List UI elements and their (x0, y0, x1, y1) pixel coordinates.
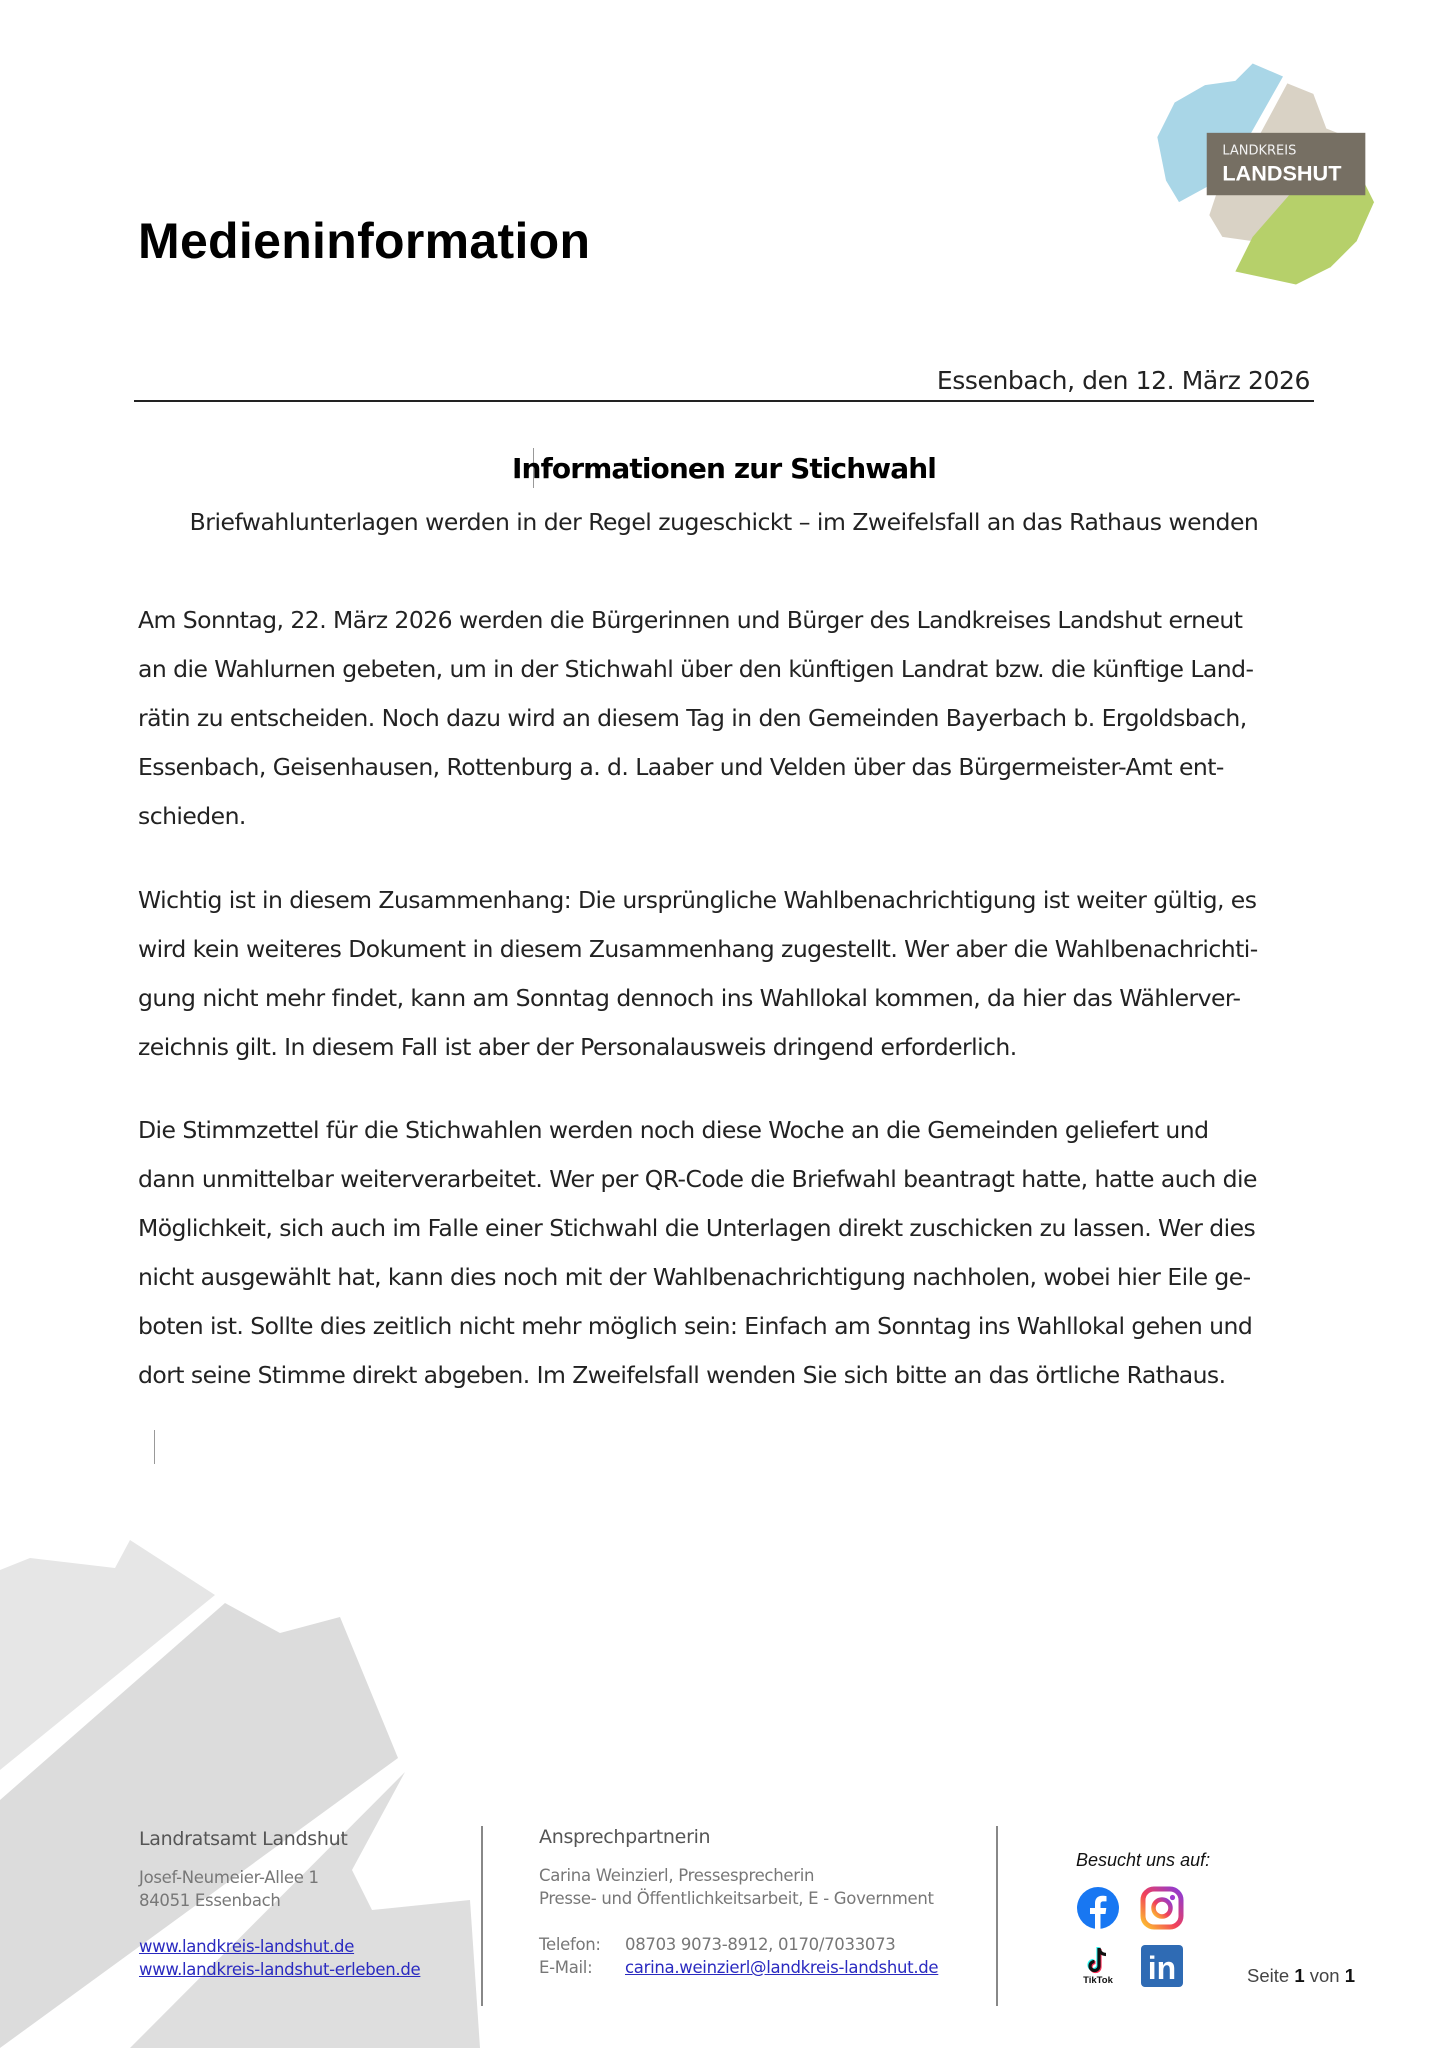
office-name: Landratsamt Landshut (139, 1828, 348, 1850)
paragraph-line: rätin zu entscheiden. Noch dazu wird an diesem Tag in den Gemeinden Bayerbach b. Ergoldsbach, (138, 704, 1247, 732)
email-label: E-Mail: (539, 1958, 593, 1977)
footer-office (139, 1828, 420, 1981)
office-street: Josef-Neumeier-Allee 1 (139, 1868, 319, 1887)
paragraph-line: nicht ausgewählt hat, kann dies noch mit der Wahlbenachrichtigung nachholen, wobei hier Eile ge- (138, 1263, 1251, 1291)
paragraph-line: Möglichkeit, sich auch im Falle einer Stichwahl die Unterlagen direkt zuschicken zu lassen. Wer dies (138, 1214, 1256, 1242)
email-link[interactable]: carina.weinzierl@landkreis-landshut.de (625, 1958, 939, 1977)
website-link[interactable]: www.landkreis-landshut.de (139, 1937, 355, 1956)
paragraph-line: wird kein weiteres Dokument in diesem Zusammenhang zugestellt. Wer aber die Wahlbenachrichti- (138, 935, 1258, 963)
office-city: 84051 Essenbach (139, 1891, 281, 1910)
phone-number: 08703 9073-8912, 0170/7033073 (625, 1935, 896, 1954)
header-divider (134, 400, 1314, 402)
contact-name-role: Carina Weinzierl, Pressesprecherin (539, 1866, 815, 1885)
linkedin-label: in (1147, 1950, 1177, 1986)
social-label: Besucht uns auf: (1076, 1850, 1211, 1870)
facebook-icon[interactable] (1076, 1886, 1120, 1930)
paragraph-1 (138, 596, 1318, 841)
paragraph-line: an die Wahlurnen gebeten, um in der Stichwahl über den künftigen Landrat bzw. die künftige Land- (138, 655, 1254, 683)
page-number (1247, 1965, 1355, 1987)
landkreis-landshut-logo (1140, 45, 1400, 290)
instagram-icon[interactable] (1140, 1886, 1184, 1930)
paragraph-line: gung nicht mehr findet, kann am Sonntag dennoch ins Wahllokal kommen, da hier das Wählerver- (138, 984, 1241, 1012)
contact-heading: Ansprechpartnerin (539, 1826, 711, 1848)
article-headline: Informationen zur Stichwahl (512, 452, 936, 485)
page-total: 1 (1344, 1965, 1356, 1986)
footer-divider (481, 1826, 483, 2006)
tiktok-label: TikTok (1083, 1975, 1113, 1986)
paragraph-2 (138, 876, 1318, 1072)
text-cursor-mark (154, 1430, 155, 1464)
tourism-website-link[interactable]: www.landkreis-landshut-erleben.de (139, 1960, 421, 1979)
footer-contact (539, 1826, 938, 1979)
tiktok-icon[interactable] (1076, 1944, 1120, 1988)
dateline: Essenbach, den 12. März 2026 (936, 366, 1310, 395)
paragraph-line: Am Sonntag, 22. März 2026 werden die Bürgerinnen und Bürger des Landkreises Landshut erneut (138, 606, 1243, 634)
paragraph-line: Wichtig ist in diesem Zusammenhang: Die ursprüngliche Wahlbenachrichtigung ist weiter gültig, es (138, 886, 1257, 914)
linkedin-icon[interactable] (1140, 1944, 1184, 1988)
article-subheadline: Briefwahlunterlagen werden in der Regel zugeschickt – im Zweifelsfall an das Rathaus wenden (189, 508, 1259, 536)
paragraph-line: Essenbach, Geisenhausen, Rottenburg a. d. Laaber und Velden über das Bürgermeister-Amt ent- (138, 753, 1224, 781)
logo-line2: LANDSHUT (1222, 160, 1342, 186)
paragraph-line: dann unmittelbar weiterverarbeitet. Wer per QR-Code die Briefwahl beantragt hatte, hatte auch die (138, 1165, 1257, 1193)
paragraph-line: schieden. (138, 802, 246, 830)
phone-label: Telefon: (539, 1935, 601, 1954)
page-separator: von (1309, 1965, 1340, 1986)
paragraph-line: boten ist. Sollte dies zeitlich nicht mehr möglich sein: Einfach am Sonntag ins Wahllokal gehen und (138, 1312, 1253, 1340)
paragraph-line: Die Stimmzettel für die Stichwahlen werden noch diese Woche an die Gemeinden geliefert und (138, 1116, 1209, 1144)
paragraph-line: zeichnis gilt. In diesem Fall ist aber der Personalausweis dringend erforderlich. (138, 1033, 1017, 1061)
page-current: 1 (1294, 1965, 1305, 1986)
document-title: Medieninformation (138, 213, 591, 269)
paragraph-line: dort seine Stimme direkt abgeben. Im Zweifelsfall wenden Sie sich bitte an das örtliche Rathaus. (138, 1361, 1226, 1389)
footer-divider (996, 1826, 998, 2006)
contact-department: Presse- und Öffentlichkeitsarbeit, E - Government (539, 1889, 934, 1908)
paragraph-3 (138, 1106, 1318, 1400)
page-prefix: Seite (1247, 1965, 1290, 1986)
logo-line1: LANDKREIS (1222, 143, 1297, 159)
